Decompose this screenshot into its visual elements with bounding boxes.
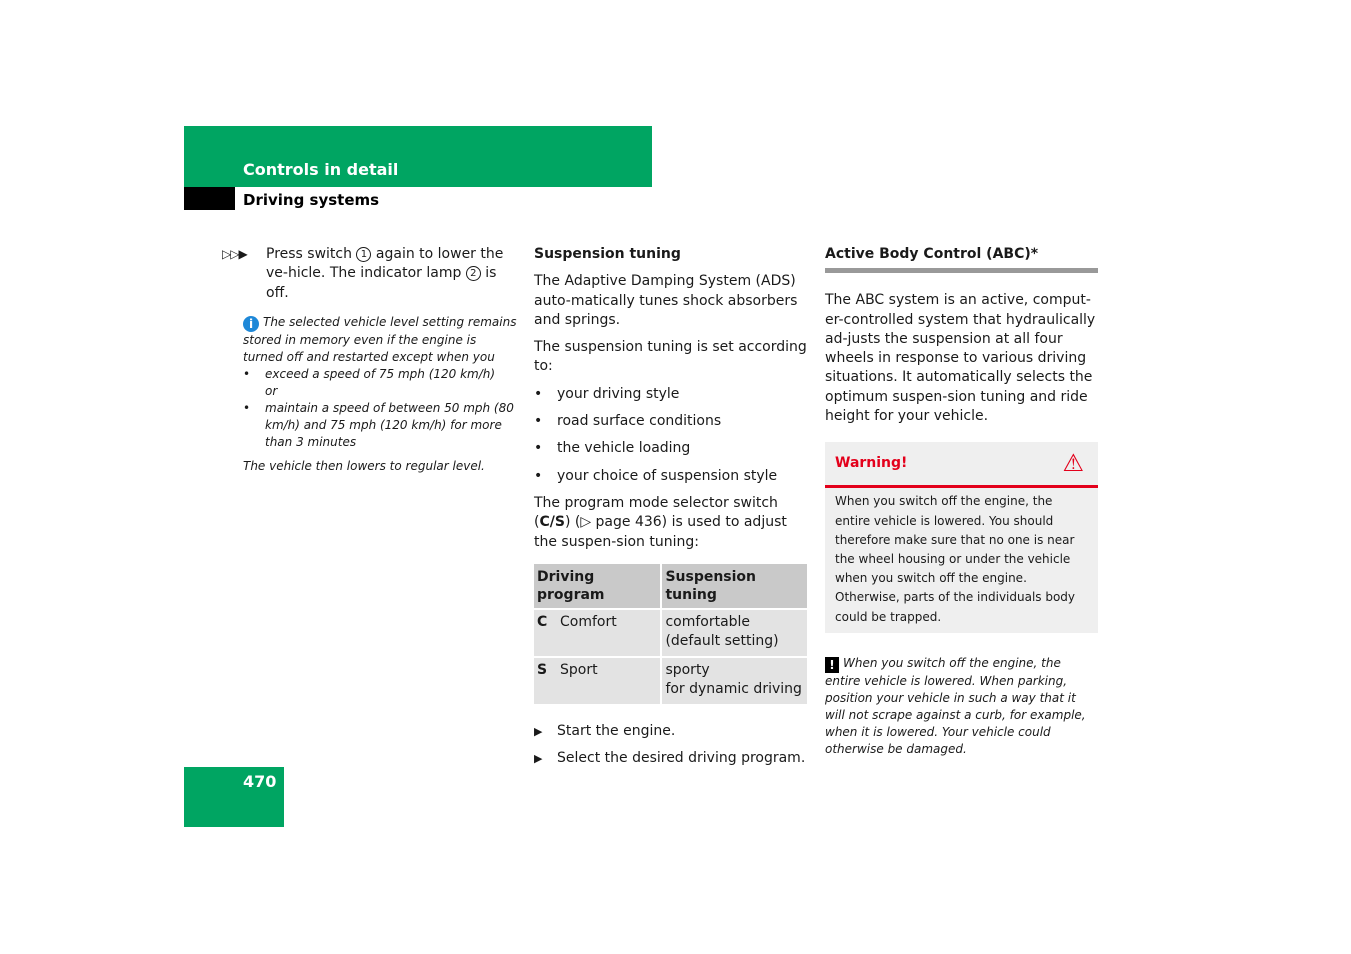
abc-heading: Active Body Control (ABC)* [825, 245, 1098, 273]
note-bullet: • exceed a speed of 75 mph (120 km/h) [243, 366, 496, 381]
info-note: i The selected vehicle level setting remains stored in memory even if the engine is turned off and restarted except when you • exceed a speed of 75 mph (120 km/h) or • maintain a speed of between 50 mph (80 km/h) and 75 mph (120 km/h) for more than 3 minutes The vehicle then lowers to regular level. [243, 314, 517, 473]
arrow-icon: ▶ [534, 724, 543, 738]
note-conclusion: The vehicle then lowers to regular level. [243, 458, 485, 473]
column-middle [534, 245, 807, 776]
page-number: 470 [243, 772, 277, 791]
warning-box [825, 442, 1098, 632]
suspension-table [534, 564, 807, 704]
arrow-icon: ▶ [534, 752, 543, 766]
info-icon: i [243, 316, 259, 332]
warning-triangle-icon: ⚠ [1062, 449, 1084, 478]
column-right [825, 245, 1098, 758]
caution-note: ! When you switch off the engine, the entire vehicle is lowered. When parking, position your vehicle in such a way that it will not scrape against a curb, for example, when it is lowered. Your vehicle could otherwise be damaged. [825, 655, 1086, 756]
paragraph: The suspension tuning is set according to: [534, 339, 807, 375]
note-bullet: • maintain a speed of between 50 mph (80 km/h) and 75 mph (120 km/h) for more than 3 minutes [243, 400, 514, 449]
note-or: or [265, 383, 278, 398]
table-row: C Comfort comfortable (default setting) [534, 609, 807, 657]
instruction-step: ▷▷▶ Press switch 1 again to lower the ve-hicle. The indicator lamp 2 is off. [222, 246, 504, 301]
table-header: Suspension tuning [661, 564, 807, 609]
action-step: ▶ Select the desired driving program. [534, 749, 807, 768]
callout-number: 2 [466, 266, 481, 281]
table-row: S Sport sporty for dynamic driving [534, 657, 807, 704]
paragraph: The ABC system is an active, comput-er-controlled system that hydraulically ad-justs the suspension at all four wheels in response to various driving situations. It automatically selects the optimum suspen-sion tuning and ride height for your vehicle. [825, 292, 1096, 425]
suspension-heading: Suspension tuning [534, 246, 681, 262]
table-header: Driving program [534, 564, 661, 609]
action-step: ▶ Start the engine. [534, 722, 807, 741]
warning-text: When you switch off the engine, the entire vehicle is lowered. You should therefore make sure that no one is near the wheel housing or under the vehicle when you switch off the engine. Otherwise, parts of the individuals body could be trapped. [835, 494, 1076, 624]
switch-key: C/S [539, 514, 565, 531]
section-title: Controls in detail [243, 160, 399, 179]
warning-title: Warning! [835, 455, 908, 472]
bullet-item: • road surface conditions [534, 413, 722, 430]
subsection-marker [184, 187, 235, 210]
continue-arrow-icon: ▷▷▶ [222, 247, 247, 261]
bullet-item: • your driving style [534, 385, 680, 402]
callout-number: 1 [356, 247, 371, 262]
paragraph: The Adaptive Damping System (ADS) auto-matically tunes shock absorbers and springs. [534, 273, 798, 328]
exclamation-icon: ! [825, 657, 839, 673]
column-left [222, 245, 517, 475]
bullet-item: • the vehicle loading [534, 440, 691, 457]
subsection-title: Driving systems [243, 191, 380, 209]
paragraph: The program mode selector switch (C/S) (▷ page 436) is used to adjust the suspen-sion tuning: [534, 494, 787, 550]
bullet-item: • your choice of suspension style [534, 467, 778, 484]
